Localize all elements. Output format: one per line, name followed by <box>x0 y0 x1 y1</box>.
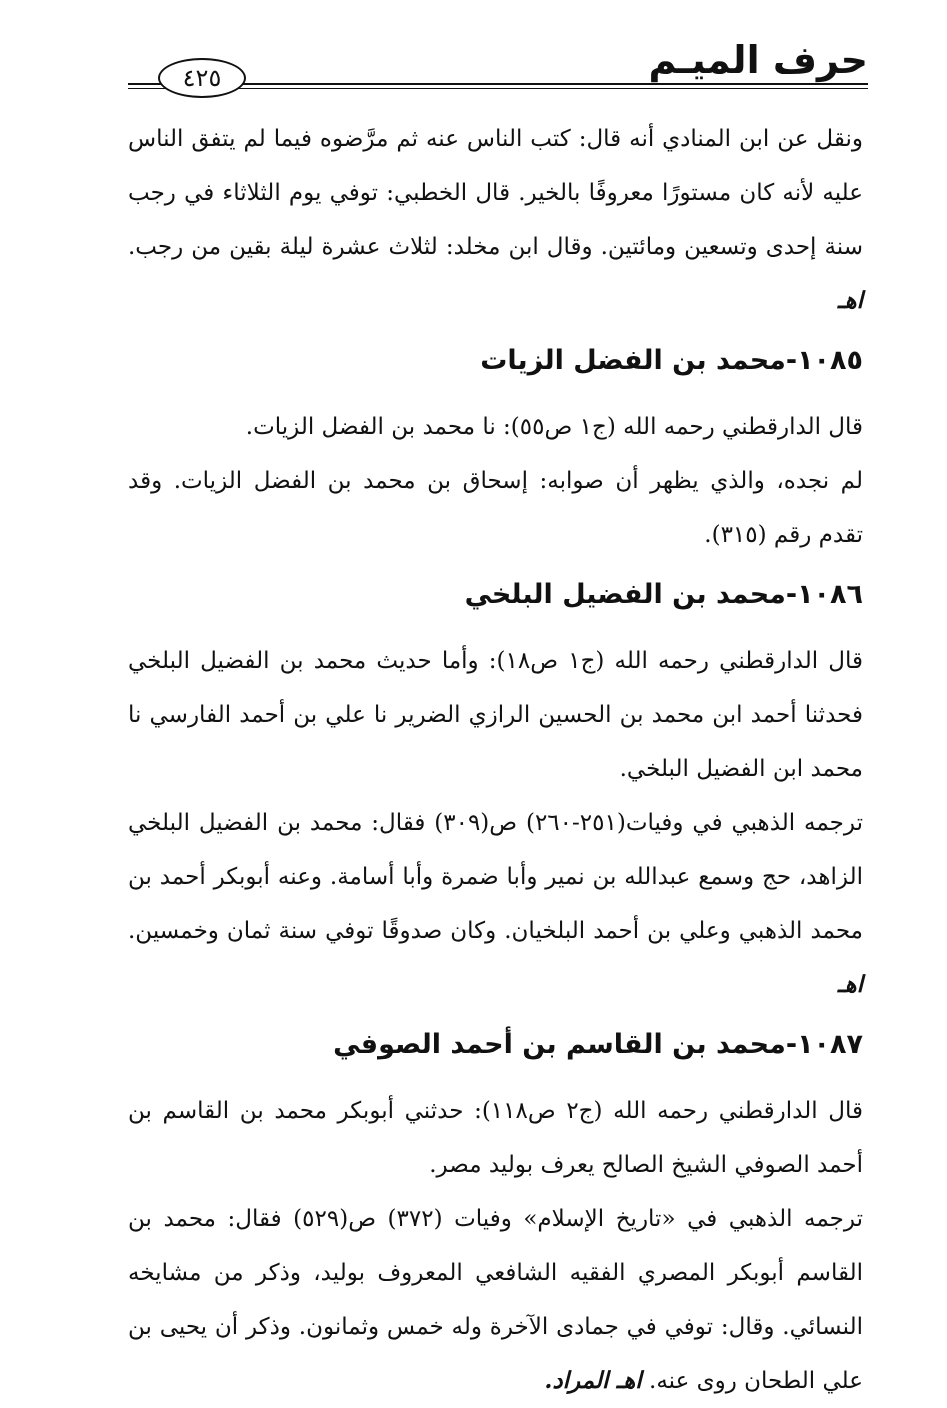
end-mark: اهـ <box>837 287 863 314</box>
entry-heading: ١٠٨٥-محمد بن الفضل الزيات <box>480 345 863 376</box>
page-header <box>128 38 868 98</box>
paragraph: قال الدارقطني رحمه الله (ج١ ص٥٥): نا محمد بن الفضل الزيات. <box>245 414 863 440</box>
page-content <box>128 112 863 1408</box>
paragraph: قال الدارقطني رحمه الله (ج٢ ص١١٨): حدثني أبوبكر محمد بن القاسم بن أحمد الصوفي الشيخ الصالح يعرف بوليد مصر. <box>128 1098 863 1178</box>
end-mark: اهـ <box>837 971 863 998</box>
paragraph: قال الدارقطني رحمه الله (ج١ ص١٨): وأما حديث محمد بن الفضيل البلخي فحدثنا أحمد ابن محمد بن الحسين الرازي الضرير نا علي بن أحمد الفارسي نا محمد ابن الفضيل البلخي. <box>128 648 863 782</box>
paragraph: ترجمه الذهبي في «تاريخ الإسلام» وفيات (٣٧٢) ص(٥٢٩) فقال: محمد بن القاسم أبوبكر المصري الفقيه الشافعي المعروف بوليد، وذكر من مشايخه النسائي. وقال: توفي في جمادى الآخرة وله خمس وثمانون. وذكر أن يحيى بن علي الطحان روى عنه. اهـ المراد. <box>128 1206 863 1394</box>
paragraph: ونقل عن ابن المنادي أنه قال: كتب الناس عنه ثم مرَّضوه فيما لم يتفق الناس عليه لأنه كان مستورًا معروفًا بالخير. قال الخطبي: توفي يوم الثلاثاء في رجب سنة إحدى وتسعين ومائتين. وقال ابن مخلد: لثلاث عشرة ليلة بقين من رجب. اهـ <box>128 126 863 314</box>
paragraph: لم نجده، والذي يظهر أن صوابه: إسحاق بن محمد بن الفضل الزيات. وقد تقدم رقم (٣١٥). <box>128 468 863 548</box>
entry-heading: ١٠٨٦-محمد بن الفضيل البلخي <box>464 579 863 610</box>
end-mark: اهـ المراد. <box>544 1367 642 1394</box>
page-number: ٤٢٥ <box>158 58 246 98</box>
entry-heading: ١٠٨٧-محمد بن القاسم بن أحمد الصوفي <box>333 1029 863 1060</box>
chapter-title: حرف الميـم <box>648 38 868 82</box>
paragraph: ترجمه الذهبي في وفيات(٢٥١-٢٦٠) ص(٣٠٩) فقال: محمد بن الفضيل البلخي الزاهد، حج وسمع عبدالله بن نمير وأبا ضمرة وأبا أسامة. وعنه أبوبكر أحمد بن محمد الذهبي وعلي بن أحمد البلخيان. وكان صدوقًا توفي سنة ثمان وخمسين. اهـ <box>128 810 863 998</box>
